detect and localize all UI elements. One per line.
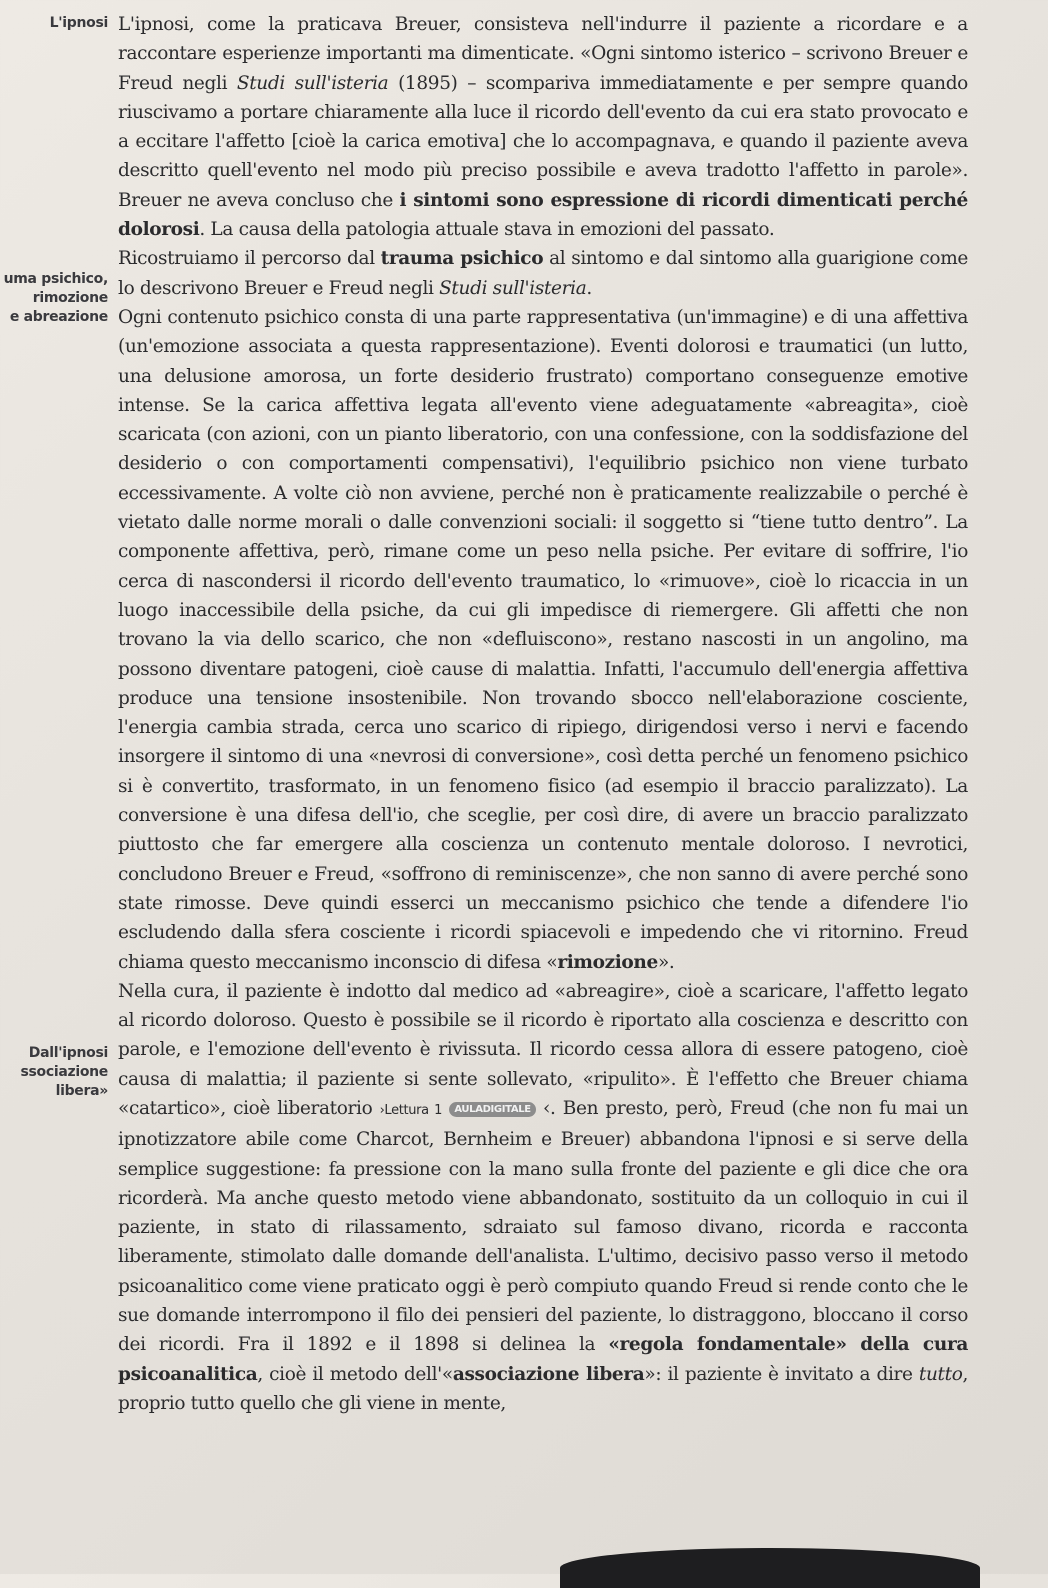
lettura-reference-link[interactable]: ›Lettura 1 xyxy=(379,1102,443,1118)
margin-label-associazione: Dall'ipnosi ssociazione libera» xyxy=(20,1045,108,1099)
paragraph-rimozione: Ogni contenuto psichico consta di una parte rappresentativa (un'immagine) e di una affettiva (un'emozione associata a questa rappresentazione). Eventi dolorosi e traumatici (un lutto, una delusione amorosa, un forte desiderio frustrato) comportano conseguenze emotive intense. Se la carica affettiva legata all'evento viene adeguatamente «abreagita», cioè scaricata (con azioni, con un pianto liberatorio, con una confessione, con la soddisfazione del desiderio o con comportamenti compensativi), l'equilibrio psichico non viene turbato eccessivamente. A volte ciò non avviene, perché non è praticamente realizzabile o perché è vietato dalle norme morali o dalle convenzioni sociali: il soggetto si “tiene tutto dentro”. La componente affettiva, però, rimane come un peso nella psiche. Per evitare di soffrire, l'io cerca di nascondersi il ricordo dell'evento traumatico, lo «rimuove», cioè lo ricaccia in un luogo inaccessibile della psiche, da cui gli impedisce di riemergere. Gli affetti che non trovano la via dello scarico, che non «defluiscono», restano nascosti in un angolino, ma possono diventare patogeni, cioè cause di malattia. Infatti, l'accumulo dell'energia affettiva produce una tensione insostenibile. Non trovando sbocco nell'elaborazione cosciente, l'energia cambia strada, cerca uno scarico di ripiego, dirigendosi verso i nervi e facendo insorgere il sintomo di una «nevrosi di conversione», così detta perché un fenomeno psichico si è convertito, trasformato, in un fenomeno fisico (ad esempio il braccio paralizzato). La conversione è una difesa dell'io, che sceglie, per così dire, di avere un braccio paralizzato piuttosto che far emergere alla coscienza un contenuto mentale doloroso. I nevrotici, concludono Breuer e Freud, «soffrono di reminiscenze», che non sanno di avere perché sono state rimosse. Deve quindi esserci un meccanismo psichico che tende a difendere l'io escludendo dalla sfera cosciente i ricordi spiacevoli e impedendo che vi ritornino. Freud chiama questo meccanismo inconscio di difesa «rimozione». xyxy=(118,306,968,973)
margin-label-ipnosi: L'ipnosi xyxy=(49,15,108,31)
paragraph-cura: Nella cura, il paziente è indotto dal medico ad «abreagire», cioè a scaricare, l'affetto legato al ricordo doloroso. Questo è possibile se il ricordo è riportato alla coscienza e descritto con parole, e l'emozione dell'evento è rivissuta. Il ricordo cessa allora di essere patogeno, cioè causa di malattia; il paziente si sente sollevato, «ripulito». È l'effetto che Breuer chiama «catartico», cioè liberatorio ›Lettura 1 AULADIGITALE ‹. Ben presto, però, Freud (che non fu mai un ipnotizzatore abile come Charcot, Bernheim e Breuer) abbandona l'ipnosi e si serve della semplice suggestione: fa pressione con la mano sulla fronte del paziente e gli dice che ora ricorderà. Ma anche questo metodo viene abbandonato, sostituito da un colloquio in cui il paziente, in stato di rilassamento, sdraiato sul famoso divano, ricorda e racconta liberamente, stimolato dalle domande dell'analista. L'ultimo, decisivo passo verso il metodo psicoanalitico come viene praticato oggi è però compiuto quando Freud si rende conto che le sue domande interrompono il filo dei pensieri del paziente, lo distraggono, bloccano il corso dei ricordi. Fra il 1892 e il 1898 si delinea la «regola fondamentale» della cura psicoanalitica, cioè il metodo dell'«associazione libera»: il paziente è invitato a dire tutto, proprio tutto quello che gli viene in mente, xyxy=(118,980,969,1414)
main-text xyxy=(118,10,968,1418)
paragraph-ipnosi: L'ipnosi, come la praticava Breuer, consisteva nell'indurre il paziente a ricordare e a raccontare esperienze importanti ma dimenticate. «Ogni sintomo isterico – scrivono Breuer e Freud negli Studi sull'isteria (1895) – scompariva immediatamente e per sempre quando riuscivamo a portare chiaramente alla luce il ricordo dell'evento da cui era stato provocato e a eccitare l'affetto [cioè la carica emotiva] che lo accompagnava, e quando il paziente aveva descritto quell'evento nel modo più preciso possibile e aveva tradotto l'affetto in parole». Breuer ne aveva concluso che i sintomi sono espressione di ricordi dimenticati perché dolorosi. La causa della patologia attuale stava in emozioni del passato. xyxy=(118,14,968,241)
margin-label-trauma: uma psichico, rimozione e abreazione xyxy=(3,271,108,325)
paragraph-percorso: Ricostruiamo il percorso dal trauma psichico al sintomo e dal sintomo alla guarigione come lo descrivono Breuer e Freud negli Studi sull'isteria. xyxy=(118,248,968,299)
phone-shadow xyxy=(560,1548,980,1588)
auladigitale-badge[interactable]: AULADIGITALE xyxy=(449,1102,535,1117)
